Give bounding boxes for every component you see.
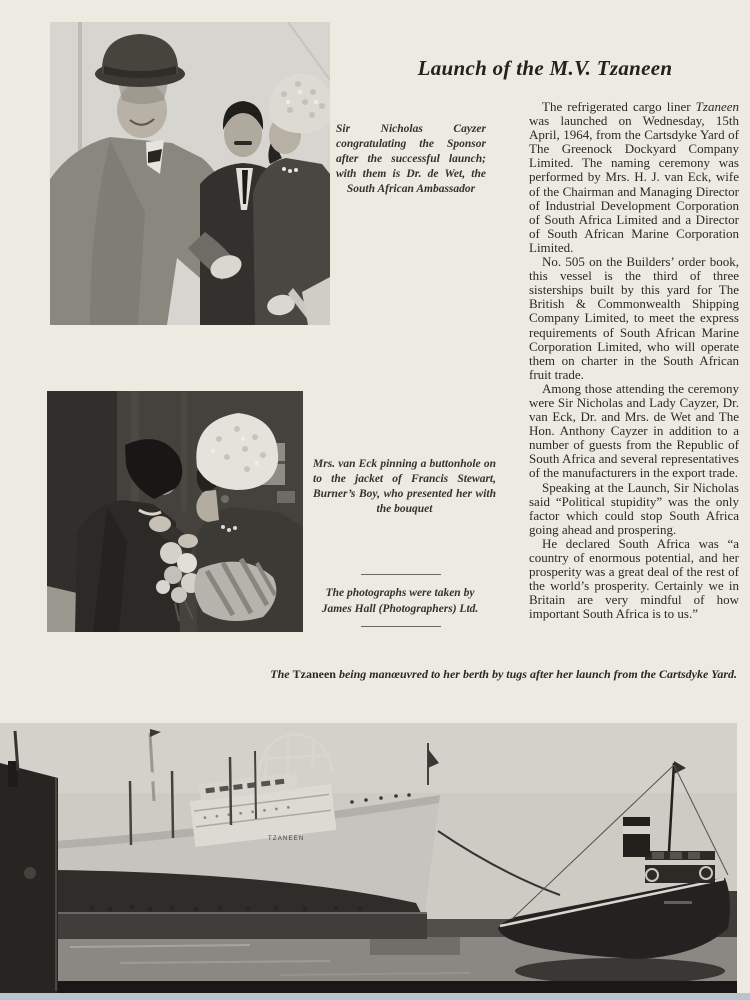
photo1-caption: Sir Nicholas Cayzer congratulating the Sponsor after the successful launch; with them is Dr. de Wet, the South African Ambassador: [336, 123, 486, 195]
photo3-illustration: [0, 723, 737, 993]
credit-rule-top: [361, 574, 441, 575]
credit-line-2: James Hall (Photographers) Ltd.: [321, 603, 479, 615]
deck-person: [364, 798, 368, 802]
sky-upper: [0, 723, 737, 793]
article-title: Launch of the M.V. Tzaneen: [417, 56, 673, 80]
photo1-illustration: [50, 22, 330, 325]
deck-person: [350, 800, 354, 804]
article-body: [529, 100, 739, 621]
deck-person: [394, 794, 398, 798]
paragraph-4: Speaking at the Launch, Sir Nicholas said “Political stupidity” was the only factor which could stop South Africa going ahead and prospering.: [529, 479, 739, 537]
tug-reflection: [515, 958, 725, 984]
photo-buttonhole-pinning: [47, 391, 303, 632]
photo2-caption: Mrs. van Eck pinning a buttonhole on to the jacket of Francis Stewart, Burner’s Boy, who presented her with the bouquet: [313, 458, 496, 515]
photo-ship-berthing: [0, 723, 737, 993]
funnel: [623, 817, 650, 857]
deck-person: [379, 796, 383, 800]
paragraph-3: Among those attending the ceremony were Sir Nicholas and Lady Cayzer, Dr. van Eck, Dr. and Mrs. de Wet and The Hon. Anthony Cayzer in addition to a number of guests from the Republic of South Africa and several representatives of the manufacturers in the export trade.: [529, 380, 739, 481]
background-fixture: [277, 491, 295, 503]
crows-nest: [146, 772, 156, 782]
photo-bottom-band: [0, 981, 737, 993]
derrick-post: [172, 771, 173, 838]
derrick-post: [230, 757, 231, 825]
paragraph-5: He declared South Africa was “a country of enormous potential, and her prosperity was a great deal of the rest of the world’s prosperity. Certainly we in Britain are very mindful of how important South Africa is to us.”: [529, 535, 739, 622]
photo-launch-handshake: [50, 22, 330, 325]
photo2-illustration: [47, 391, 303, 632]
derrick-post: [255, 751, 256, 819]
paragraph-2: No. 505 on the Builders’ order book, this vessel is the third of three sisterships built by this yard for The British & Commonwealth Shipping Company Limited, to meet the express requirements of South African Marine Corporation Limited, who will operate them on charter in the South African fruit trade.: [529, 254, 739, 382]
tug-name-band: [664, 901, 692, 904]
p1-rest: was launched on Wednesday, 15th April, 1964, from the Cartsdyke Yard of The Greenock Dockyard Company Limited. The naming ceremony was performed by Mrs. H. J. van Eck, wife of the Chairman and Managing Director of Industrial Development Corporation of South Africa Limited and a Director of South African Marine Corporation Limited.: [529, 113, 739, 255]
credit-rule-bottom: [361, 626, 441, 627]
p1-lead: The refrigerated cargo liner: [542, 99, 696, 114]
photo3-caption-ship: Tzaneen: [292, 667, 336, 681]
scan-edge-strip: [0, 993, 750, 1000]
deck-person: [407, 793, 411, 797]
photo3-caption-rest: being manœuvred to her berth by tugs after her launch from the Cartsdyke Yard.: [335, 667, 737, 681]
background-figure: [221, 495, 229, 503]
derrick-post: [130, 781, 131, 845]
credit-line-1: The photographs were taken by: [325, 587, 475, 599]
paragraph-1: [529, 100, 739, 255]
ship-reflection: [370, 937, 460, 955]
hull-name: TZANEEN: [268, 836, 305, 842]
photo3-caption-lead: The: [270, 667, 293, 681]
photographer-credit: [310, 585, 490, 617]
photo3-caption: [0, 667, 737, 682]
p1-ship-name: Tzaneen: [695, 99, 739, 114]
column: [181, 391, 187, 511]
